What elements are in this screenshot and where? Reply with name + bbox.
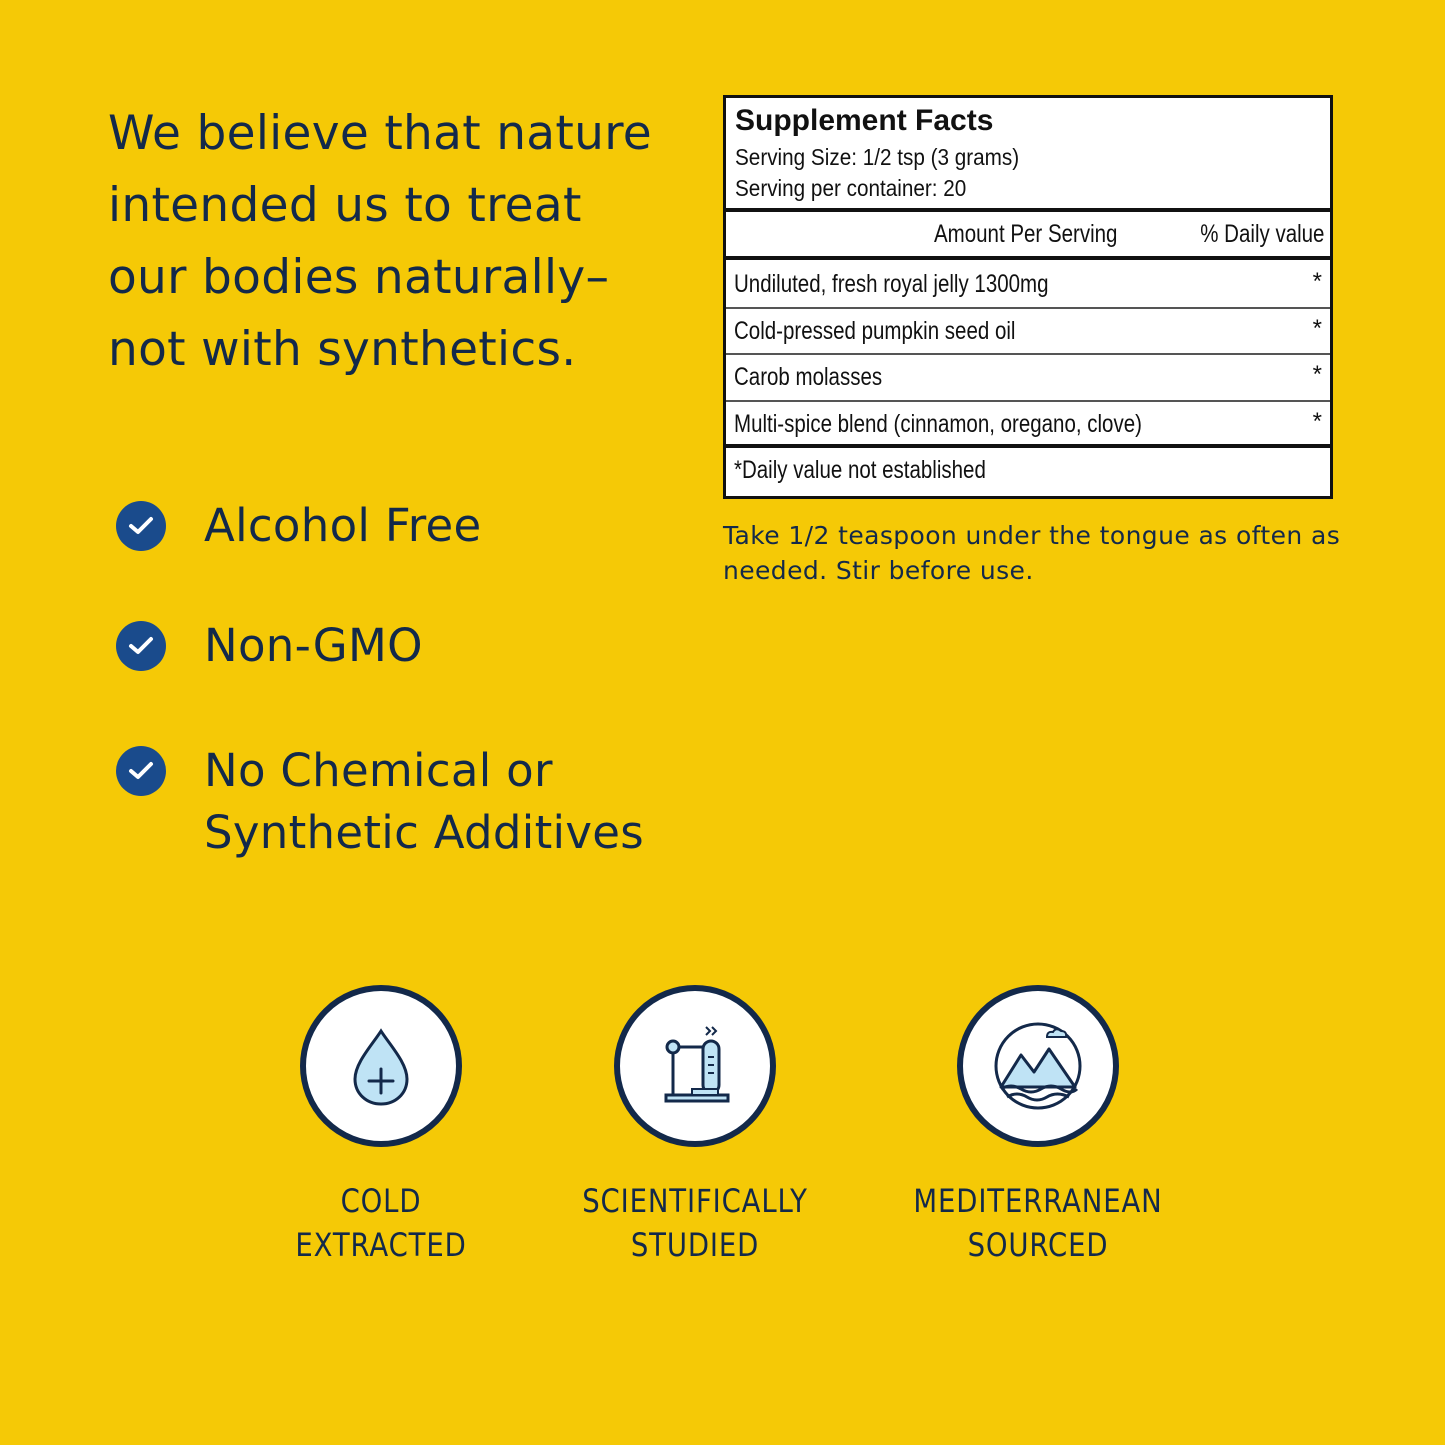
- feature-item: [116, 615, 423, 677]
- badge-cold-extracted: [231, 985, 531, 1267]
- servings-per-container: Serving per container: 20: [735, 175, 967, 201]
- checkmark-icon: [116, 746, 166, 796]
- daily-value: *: [1312, 361, 1322, 388]
- ingredient-label: Undiluted, fresh royal jelly 1300mg: [734, 270, 1049, 298]
- tagline-line: not with synthetics.: [108, 322, 577, 377]
- tagline-line: our bodies naturally–: [108, 250, 610, 305]
- ingredient-label: Multi-spice blend (cinnamon, oregano, clove): [734, 410, 1142, 438]
- badge-circle: [300, 985, 462, 1147]
- daily-value: *: [1312, 408, 1322, 435]
- facts-column-header: [726, 214, 1330, 260]
- supplement-facts-panel: [723, 95, 1333, 499]
- ingredient-label: Carob molasses: [734, 363, 883, 391]
- feature-item: [116, 495, 482, 557]
- tagline: [108, 98, 688, 386]
- facts-footnote-row: [726, 450, 1330, 494]
- amount-per-serving-header: Amount Per Serving: [934, 220, 1118, 248]
- test-tube-lab-icon: [646, 1017, 744, 1115]
- table-row: [726, 262, 1330, 309]
- feature-item: [116, 740, 644, 864]
- ingredient-label: Cold-pressed pumpkin seed oil: [734, 317, 1016, 345]
- feature-label: Non-GMO: [204, 619, 423, 672]
- badge-circle: [957, 985, 1119, 1147]
- tagline-line: We believe that nature: [108, 106, 653, 161]
- facts-title: Supplement Facts: [735, 104, 994, 137]
- feature-label: Alcohol Free: [204, 499, 482, 552]
- badge-label: COLD EXTRACTED: [295, 1182, 467, 1264]
- table-row: [726, 355, 1330, 402]
- badge-label: MEDITERRANEAN SOURCED: [913, 1182, 1163, 1264]
- daily-value-header: % Daily value: [1199, 220, 1324, 248]
- badge-circle: [614, 985, 776, 1147]
- facts-header: [726, 98, 1330, 212]
- checkmark-icon: [116, 621, 166, 671]
- daily-value: *: [1312, 315, 1322, 342]
- tagline-line: intended us to treat: [108, 178, 582, 233]
- facts-footnote: *Daily value not established: [734, 456, 986, 484]
- badge-mediterranean-sourced: [888, 985, 1188, 1267]
- directions-text: Take 1/2 teaspoon under the tongue as often as needed. Stir before use.: [723, 521, 1341, 585]
- table-row: [726, 309, 1330, 355]
- serving-size: Serving Size: 1/2 tsp (3 grams): [735, 144, 1020, 170]
- mountains-sea-icon: [989, 1017, 1087, 1115]
- badge-label: SCIENTIFICALLY STUDIED: [582, 1182, 808, 1264]
- water-drop-plus-icon: [332, 1017, 430, 1115]
- table-row: [726, 402, 1330, 448]
- feature-label: No Chemical or Synthetic Additives: [204, 744, 644, 859]
- badge-scientifically-studied: [545, 985, 845, 1267]
- checkmark-icon: [116, 501, 166, 551]
- daily-value: *: [1312, 268, 1322, 295]
